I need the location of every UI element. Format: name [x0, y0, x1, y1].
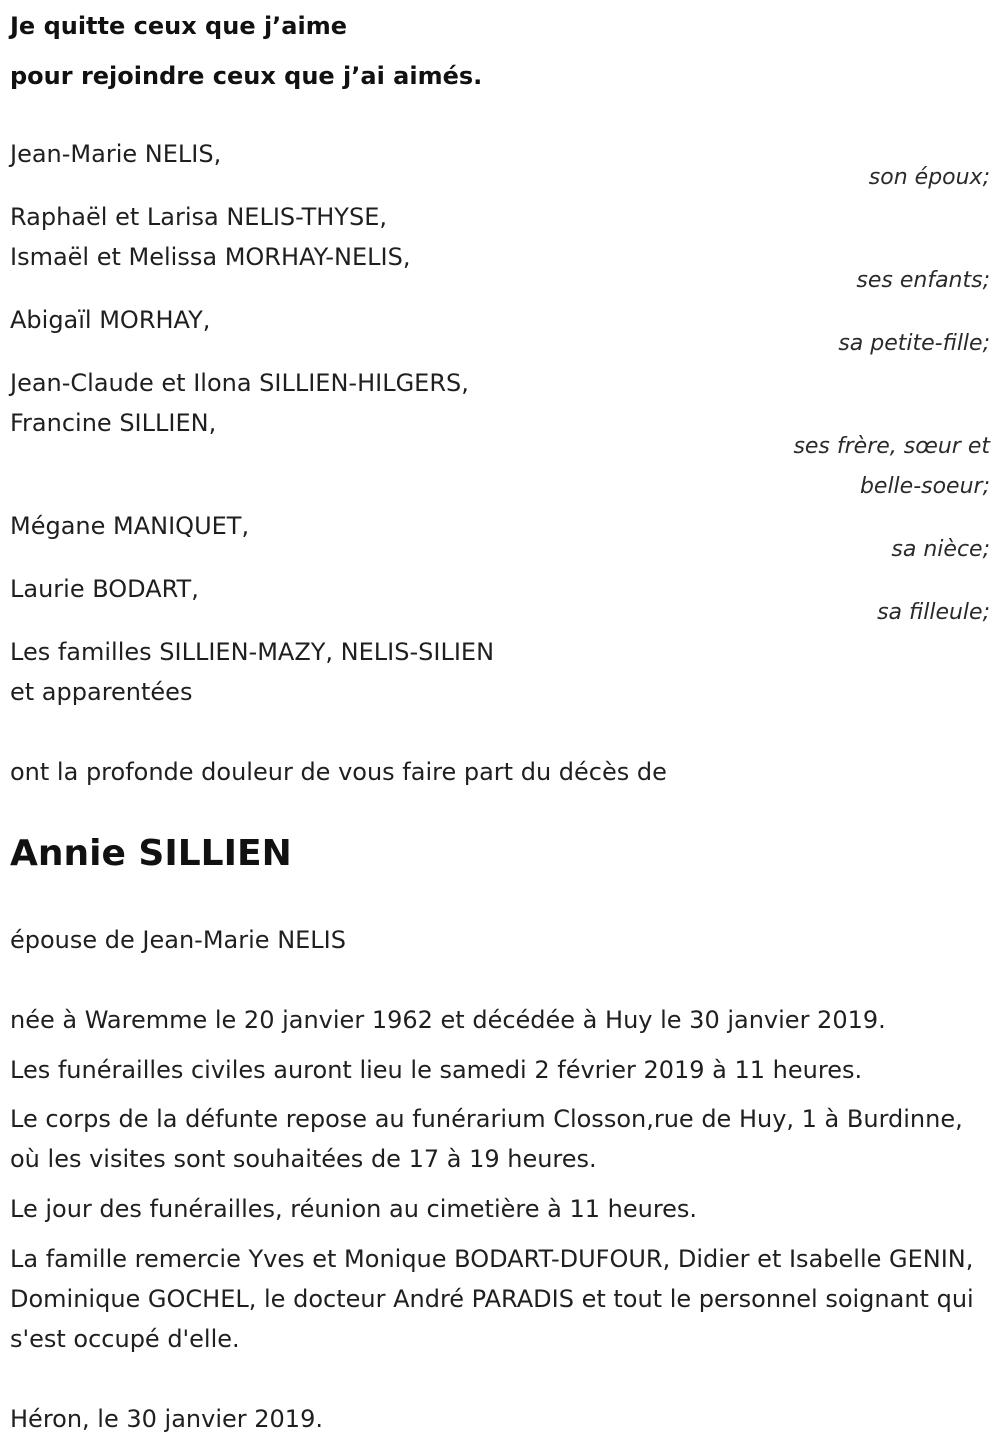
- spouse-name: Jean-Marie NELIS,: [10, 140, 222, 168]
- cemetery-meeting-text: Le jour des funérailles, réunion au cimetière à 11 heures.: [10, 1195, 698, 1223]
- children-relation: ses enfants;: [856, 268, 990, 293]
- child-name-1: Raphaël et Larisa NELIS-THYSE,: [10, 203, 387, 231]
- goddaughter-name: Laurie BODART,: [10, 575, 199, 603]
- sibling-name-2: Francine SILLIEN,: [10, 409, 217, 437]
- families-line-1: Les familles SILLIEN-MAZY, NELIS-SILIEN: [10, 638, 495, 666]
- quote-line-2: pour rejoindre ceux que j’ai aimés.: [10, 62, 483, 90]
- siblings-relation-line-1: ses frère, sœur et: [793, 434, 990, 459]
- place-date: Héron, le 30 janvier 2019.: [10, 1405, 323, 1433]
- niece-relation: sa nièce;: [891, 537, 990, 562]
- siblings-relation-line-2: belle-soeur;: [859, 474, 990, 499]
- goddaughter-relation: sa filleule;: [877, 600, 990, 625]
- child-name-2: Ismaël et Melissa MORHAY-NELIS,: [10, 243, 411, 271]
- deceased-name: Annie SILLIEN: [10, 833, 292, 874]
- deceased-spouse: épouse de Jean-Marie NELIS: [10, 926, 346, 954]
- granddaughter-relation: sa petite-fille;: [838, 331, 990, 356]
- spouse-relation: son époux;: [868, 165, 990, 190]
- granddaughter-name: Abigaïl MORHAY,: [10, 306, 211, 334]
- announcement-text: ont la profonde douleur de vous faire part du décès de: [10, 758, 667, 786]
- quote-line-1: Je quitte ceux que j’aime: [10, 12, 348, 40]
- sibling-name-1: Jean-Claude et Ilona SILLIEN-HILGERS,: [10, 369, 469, 397]
- niece-name: Mégane MANIQUET,: [10, 512, 250, 540]
- birth-death-text: née à Waremme le 20 janvier 1962 et décédée à Huy le 30 janvier 2019.: [10, 1006, 886, 1034]
- rest-location-text: Le corps de la défunte repose au funérarium Closson,rue de Huy, 1 à Burdinne, où les visites sont souhaitées de 17 à 19 heures.: [10, 1105, 963, 1173]
- families-line-2: et apparentées: [10, 678, 193, 706]
- thanks-text: La famille remercie Yves et Monique BODART-DUFOUR, Didier et Isabelle GENIN, Dominique GOCHEL, le docteur André PARADIS et tout le personnel soignant qui s'est occupé d'elle.: [10, 1245, 974, 1353]
- funeral-text: Les funérailles civiles auront lieu le samedi 2 février 2019 à 11 heures.: [10, 1056, 863, 1084]
